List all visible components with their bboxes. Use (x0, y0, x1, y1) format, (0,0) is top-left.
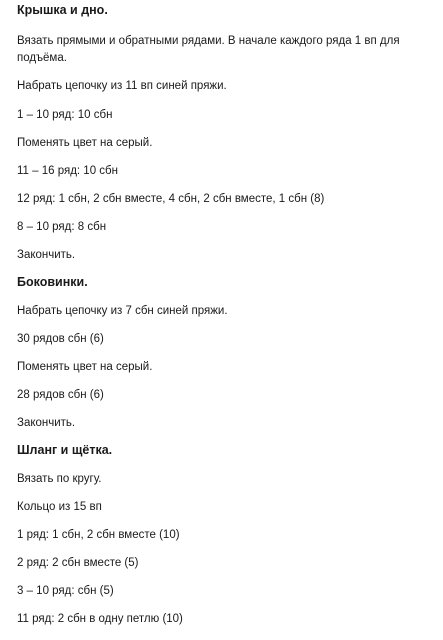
text-line: 8 – 10 ряд: 8 сбн (17, 221, 107, 233)
text-line: подъёма. (17, 52, 67, 64)
text-line: 12 ряд: 1 сбн, 2 сбн вместе, 4 сбн, 2 сбн вместе, 1 сбн (8) (17, 193, 325, 205)
text-line: 1 ряд: 1 сбн, 2 сбн вместе (10) (17, 529, 180, 541)
text-line: Поменять цвет на серый. (17, 137, 153, 149)
text-line: Набрать цепочку из 11 вп синей пряжи. (17, 80, 227, 92)
section-heading-lid-and-bottom: Крышка и дно. (17, 3, 108, 17)
text-line: 3 – 10 ряд: сбн (5) (17, 585, 114, 597)
text-line: Поменять цвет на серый. (17, 361, 153, 373)
text-line: 2 ряд: 2 сбн вместе (5) (17, 557, 139, 569)
text-line: Вязать прямыми и обратными рядами. В начале каждого ряда 1 вп для (17, 35, 400, 47)
text-line: 1 – 10 ряд: 10 сбн (17, 109, 113, 121)
text-line: Набрать цепочку из 7 сбн синей пряжи. (17, 305, 228, 317)
text-line: 11 – 16 ряд: 10 сбн (17, 165, 118, 177)
text-line: Закончить. (17, 417, 76, 429)
section-heading-hose-and-brush: Шланг и щётка. (17, 443, 113, 457)
section-heading-sides: Боковинки. (17, 275, 88, 289)
text-line: Закончить. (17, 249, 76, 261)
text-line: 28 рядов сбн (6) (17, 389, 104, 401)
text-line: Вязать по кругу. (17, 473, 102, 485)
text-line: 30 рядов сбн (6) (17, 333, 104, 345)
text-line: 11 ряд: 2 сбн в одну петлю (10) (17, 613, 183, 625)
text-line: Кольцо из 15 вп (17, 501, 102, 513)
